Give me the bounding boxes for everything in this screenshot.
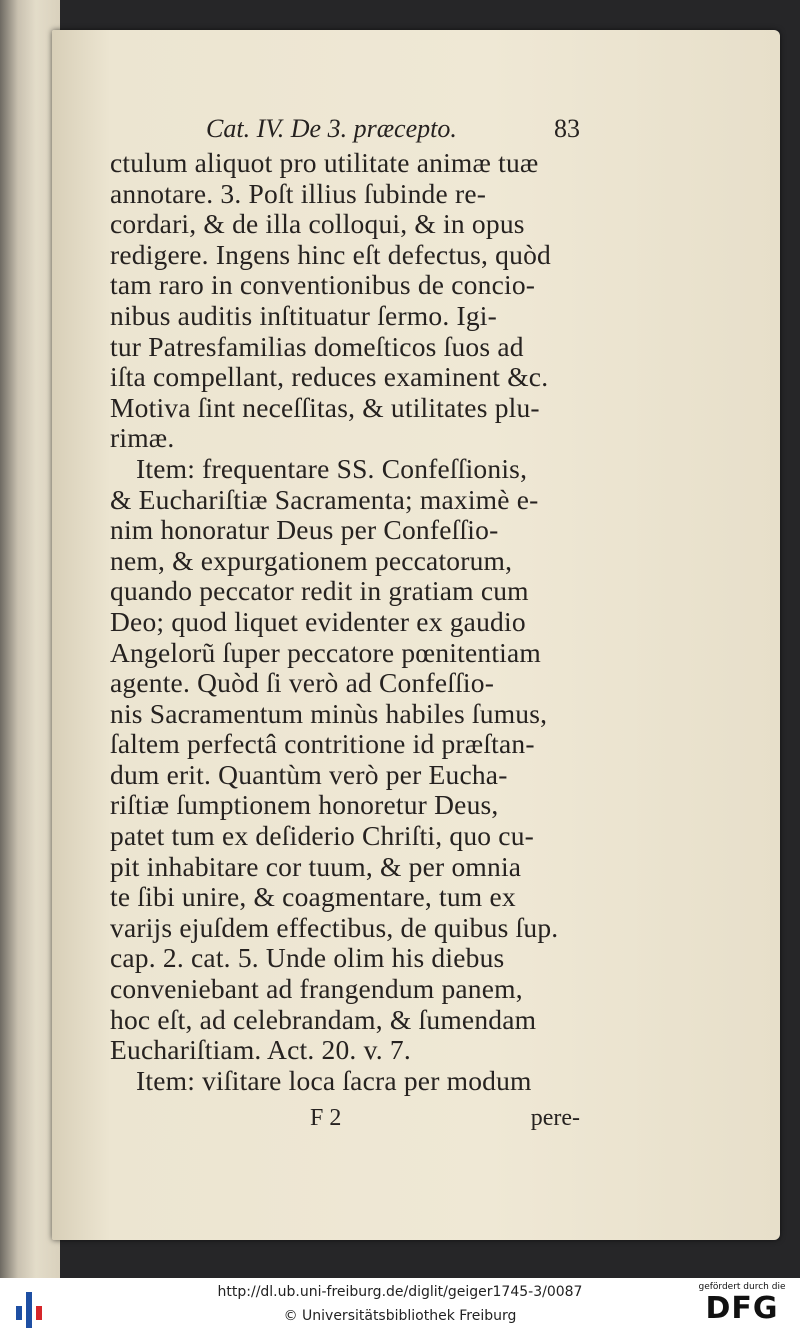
text-line: cap. 2. cat. 5. Unde olim his diebus: [110, 942, 505, 974]
text-line: Euchariſtiam. Act. 20. v. 7.: [110, 1034, 411, 1066]
text-line: agente. Quòd ſi verò ad Confeſſio-: [110, 667, 495, 699]
permalink-url[interactable]: http://dl.ub.uni-freiburg.de/diglit/geiger1745-3/0087: [217, 1284, 583, 1300]
page-number: 83: [554, 114, 580, 143]
dfg-caption: gefördert durch die: [698, 1282, 786, 1292]
text-line: tur Patresfamilias domeſticos ſuos ad: [110, 330, 524, 362]
page-text: [110, 112, 580, 1136]
text-line: nis Sacramentum minùs habiles ſumus,: [110, 697, 548, 729]
page-footer: [110, 1100, 580, 1136]
text-line: dum erit. Quantùm verò per Eucha-: [110, 758, 508, 790]
text-line: patet tum ex deſiderio Chriſti, quo cu-: [110, 820, 535, 852]
dfg-wordmark: DFG: [705, 1291, 779, 1326]
text-line: nem, & expurgationem peccatorum,: [110, 544, 513, 576]
running-head: [110, 112, 580, 146]
text-line: Motiva ſint neceſſitas, & utilitates plu-: [110, 391, 540, 423]
text-line: rimæ.: [110, 422, 175, 454]
signature-mark: F 2: [310, 1105, 342, 1132]
text-line: nibus auditis inſtituatur ſermo. Igi-: [110, 299, 498, 331]
text-line: & Euchariſtiæ Sacramenta; maximè e-: [110, 483, 539, 515]
copyright-notice: © Universitätsbibliothek Freiburg: [283, 1308, 517, 1324]
text-line: Item: frequentare SS. Confeſſionis,: [136, 452, 528, 484]
text-line: pit inhabitare cor tuum, & per omnia: [110, 850, 522, 882]
viewer-footer: [0, 1278, 800, 1336]
text-line: Deo; quod liquet evidenter ex gaudio: [110, 605, 526, 637]
text-line: hoc eſt, ad celebrandam, & ſumendam: [110, 1003, 537, 1035]
dfg-logo: [692, 1282, 792, 1325]
text-line: ſaltem perfectâ contritione id præſtan-: [110, 728, 535, 760]
text-line: cordari, & de illa colloqui, & in opus: [110, 208, 525, 240]
catchword: pere-: [530, 1105, 580, 1132]
text-line: quando peccator redit in gratiam cum: [110, 575, 529, 607]
text-line: tam raro in conventionibus de concio-: [110, 269, 536, 301]
text-line: varijs ejuſdem effectibus, de quibus ſup.: [110, 911, 559, 943]
text-line: conveniebant ad frangendum panem,: [110, 973, 523, 1005]
text-line: redigere. Ingens hinc eſt defectus, quòd: [110, 238, 551, 270]
text-line: ctulum aliquot pro utilitate animæ tuæ: [110, 147, 539, 178]
text-line: annotare. 3. Poſt illius ſubinde re-: [110, 177, 487, 209]
text-line: Angelorũ ſuper peccatore pœnitentiam: [110, 636, 541, 668]
text-line: riſtiæ ſumptionem honoretur Deus,: [110, 789, 499, 821]
text-line: Item: viſitare loca ſacra per modum: [136, 1064, 532, 1096]
text-line: iſta compellant, reduces examinent &c.: [110, 361, 549, 393]
running-head-title: Cat. IV. De 3. præcepto.: [206, 114, 457, 143]
book-spine: [0, 0, 60, 1278]
text-line: nim honoratur Deus per Confeſſio-: [110, 514, 499, 546]
text-line: te ſibi unire, & coagmentare, tum ex: [110, 881, 516, 913]
